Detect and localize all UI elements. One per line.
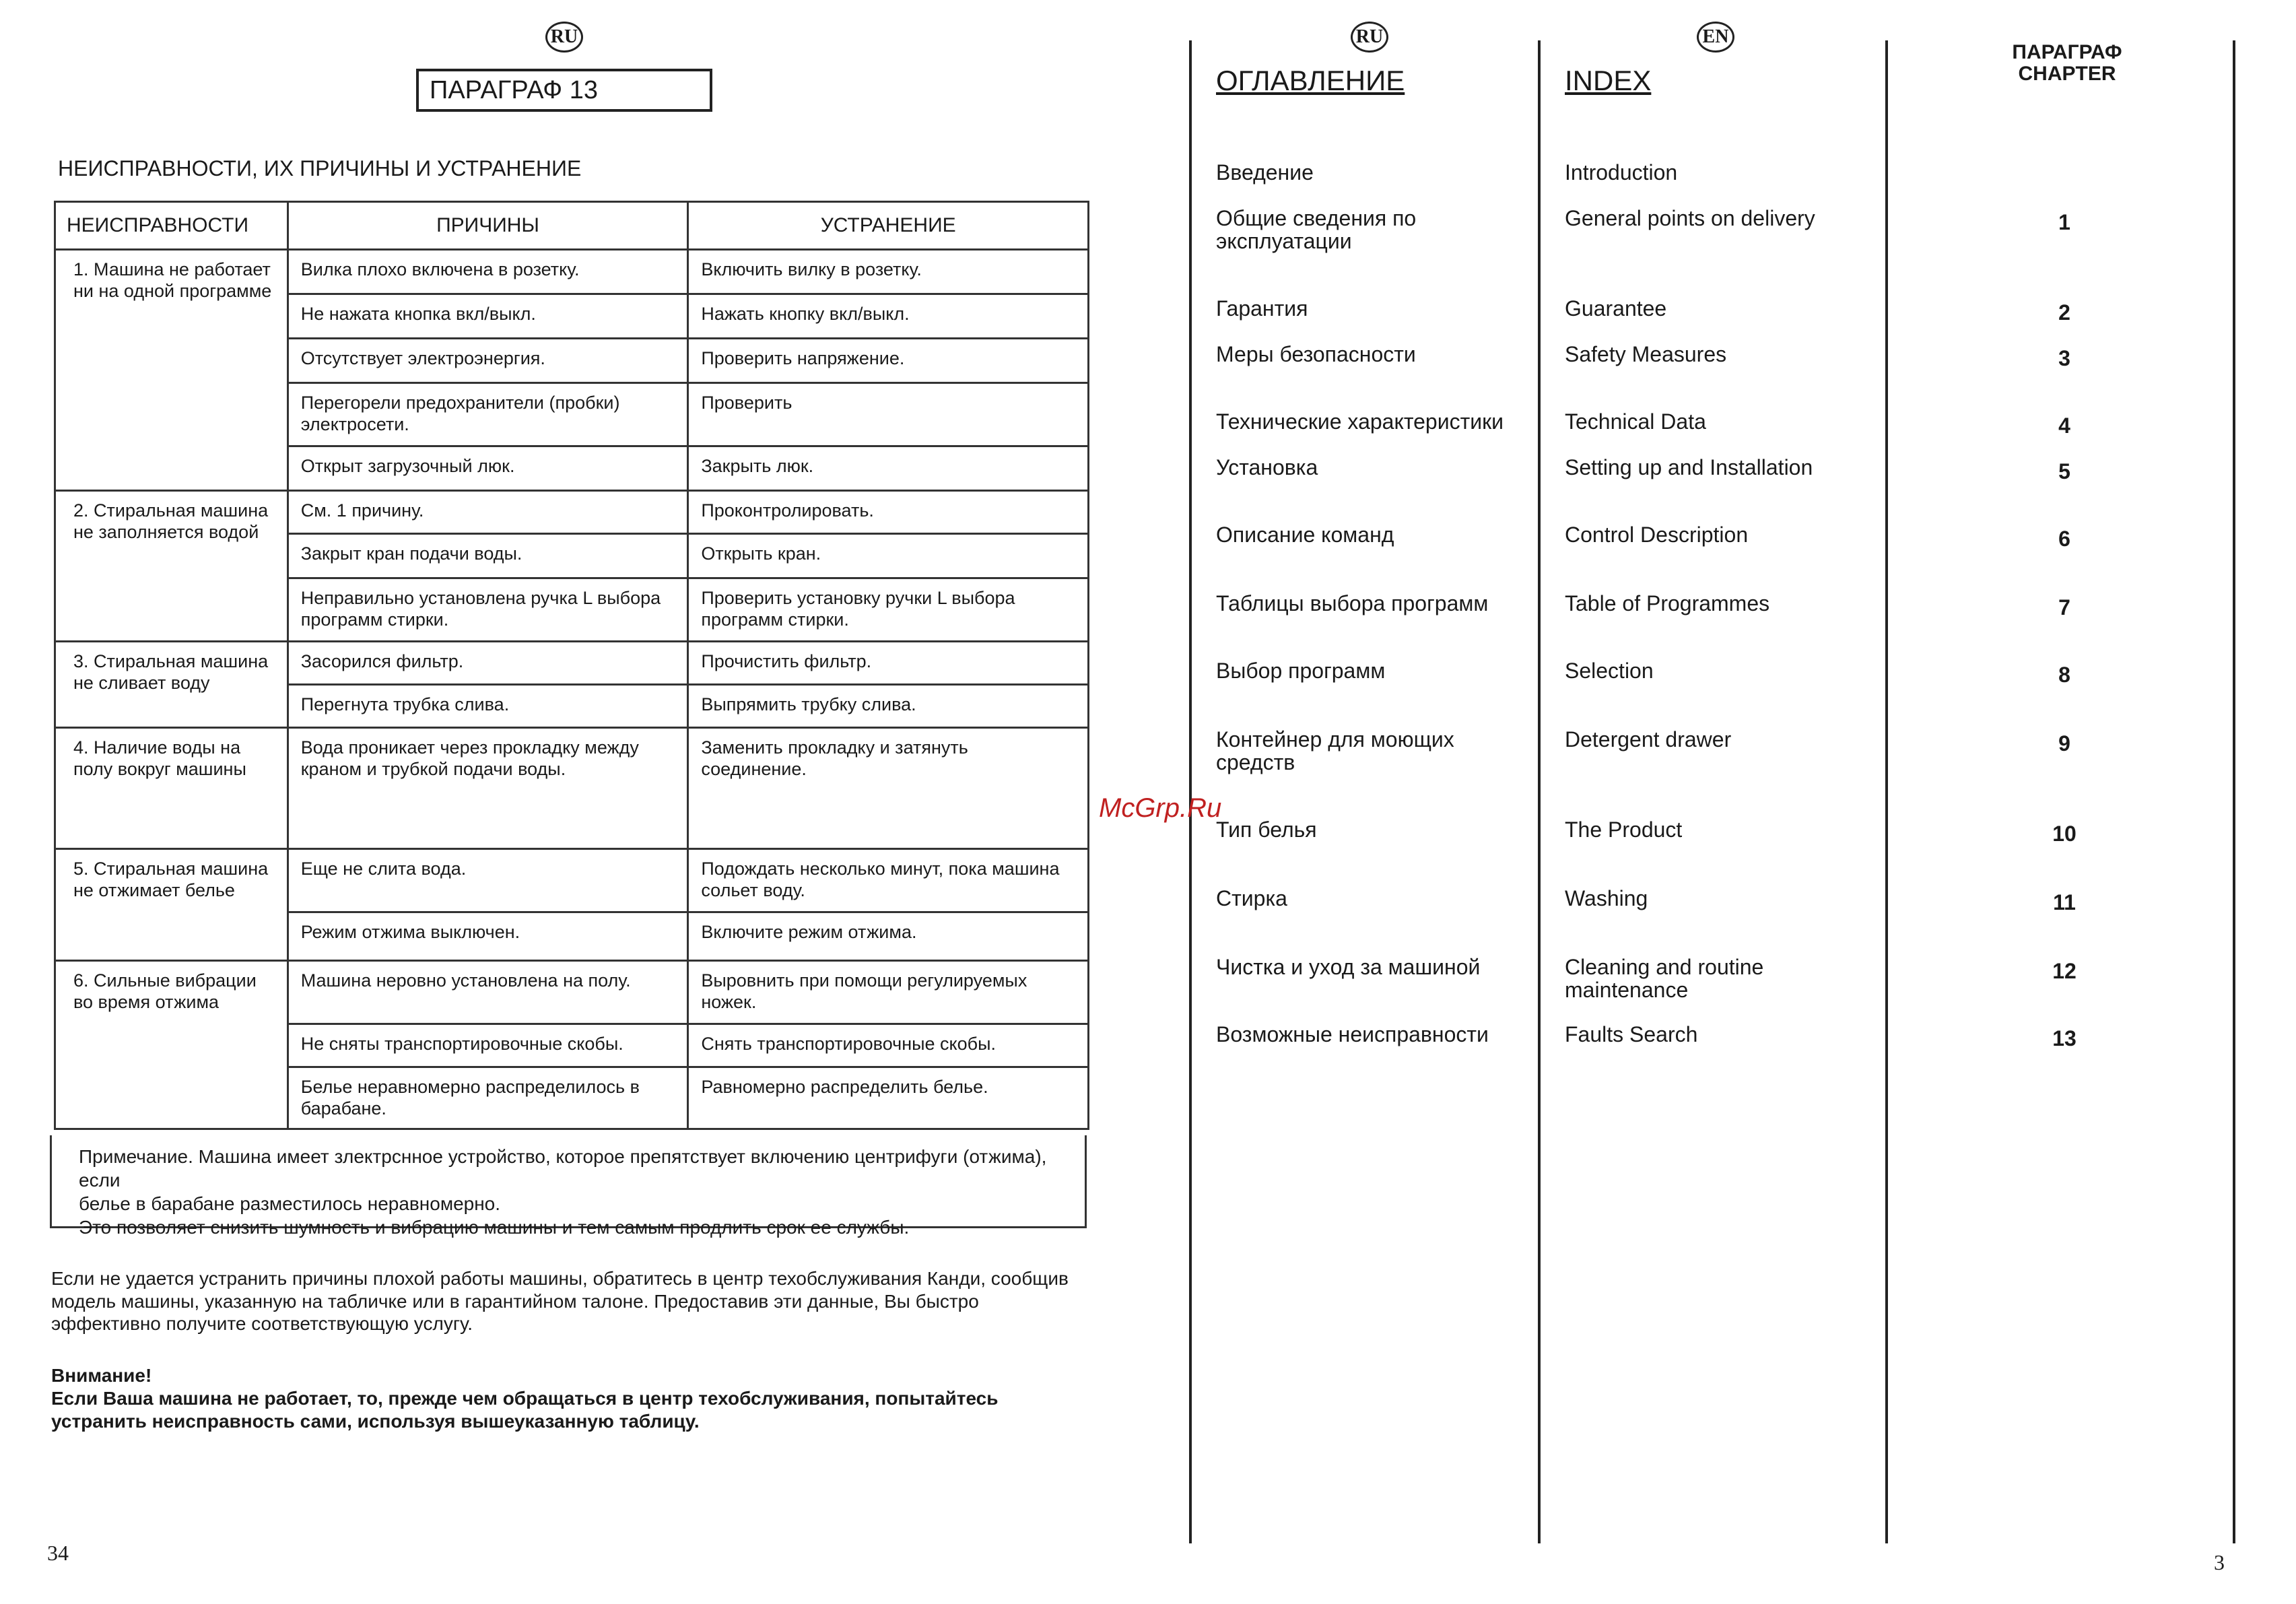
toc-entry-en: General points on delivery <box>1565 206 1815 230</box>
cause-cell: Машина неровно установлена на полу. <box>288 961 688 1024</box>
toc-entry-chapter: 4 <box>2058 413 2070 438</box>
problem-cell: 2. Стиральная машина не заполняется водой <box>55 491 288 642</box>
cause-cell: Засорился фильтр. <box>288 642 688 685</box>
toc-entry-en: Safety Measures <box>1565 342 1727 366</box>
section-title: НЕИСПРАВНОСТИ, ИХ ПРИЧИНЫ И УСТРАНЕНИЕ <box>58 156 582 180</box>
remedy-cell: Проконтролировать. <box>688 491 1089 534</box>
page-number-left: 34 <box>47 1541 69 1565</box>
column-header: ПРИЧИНЫ <box>288 202 688 250</box>
cause-cell: Вилка плохо включена в розетку. <box>288 250 688 294</box>
toc-entry-ru: Стирка <box>1216 886 1287 910</box>
problem-cell: 3. Стиральная машина не сливает воду <box>55 642 288 728</box>
lang-badge-ru: RU <box>1351 22 1388 53</box>
cause-cell: Перегнута трубка слива. <box>288 685 688 728</box>
cause-cell: Еще не слита вода. <box>288 849 688 912</box>
toc-entry-en: Detergent drawer <box>1565 727 1732 751</box>
cause-cell: Закрыт кран подачи воды. <box>288 534 688 578</box>
table-row <box>55 961 1089 1024</box>
note-line: Примечание. Машина имеет злектрснное устройство, которое препятствует включению центрифуги (отжима), если <box>79 1146 1047 1191</box>
toc-entry-chapter: 1 <box>2058 210 2070 234</box>
remedy-cell: Включите режим отжима. <box>688 912 1089 961</box>
remedy-cell: Открыть кран. <box>688 534 1089 578</box>
remedy-cell: Проверить установку ручки L выбора программ стирки. <box>688 578 1089 642</box>
toc-entry-en: The Product <box>1565 817 1683 842</box>
toc-entry-ru: Гарантия <box>1216 296 1308 321</box>
remedy-cell: Равномерно распределить белье. <box>688 1067 1089 1129</box>
table-header-row <box>55 202 1089 250</box>
toc-entry-chapter: 11 <box>2053 890 2076 914</box>
divider-line <box>2233 40 2235 1543</box>
note-line: Это позволяет снизить шумность и вибрацию машины и тем самым продлить срок ее службы. <box>79 1217 910 1238</box>
watermark: McGrp.Ru <box>1099 793 1222 823</box>
table-row <box>55 849 1089 912</box>
table-row <box>55 491 1089 534</box>
service-text: Если не удается устранить причины плохой работы машины, обратитесь в центр техобслуживания Канди, сообщив модель машины, указанную на табличке или в гарантийном талоне. Предоставив эти данные, Вы быстро эффективно получите соответствующую услугу. <box>51 1268 1069 1335</box>
table-row <box>55 728 1089 849</box>
toc-entry-ru: Таблицы выбора программ <box>1216 591 1489 615</box>
toc-entry-en: Selection <box>1565 659 1654 683</box>
remedy-cell: Проверить напряжение. <box>688 339 1089 383</box>
problem-cell: 4. Наличие воды на полу вокруг машины <box>55 728 288 849</box>
toc-entry-en: Control Description <box>1565 523 1749 547</box>
toc-entry-chapter: 5 <box>2058 459 2070 483</box>
toc-entry-chapter: 2 <box>2058 300 2070 325</box>
toc-entry-ru: Введение <box>1216 160 1314 185</box>
toc-entry-ru: Общие сведения по эксплуатации <box>1216 206 1417 253</box>
toc-entry-ru: Технические характеристики <box>1216 409 1504 434</box>
toc-entry-chapter: 3 <box>2058 346 2070 370</box>
table-note <box>50 1135 1087 1238</box>
divider-line <box>1189 40 1192 1543</box>
toc-entry-ru: Меры безопасности <box>1216 342 1416 366</box>
problem-cell: 6. Сильные вибрации во время отжима <box>55 961 288 1129</box>
toc-entry-ru: Выбор программ <box>1216 659 1386 683</box>
remedy-cell: Выровнить при помощи регулируемых ножек. <box>688 961 1089 1024</box>
column-header: УСТРАНЕНИЕ <box>688 202 1089 250</box>
remedy-cell: Выпрямить трубку слива. <box>688 685 1089 728</box>
table-row <box>55 642 1089 685</box>
chapter-heading-ru: ПАРАГРАФ <box>2012 41 2122 63</box>
lang-badge-ru: RU <box>545 22 583 53</box>
cause-cell: Перегорели предохранители (пробки) электросети. <box>288 383 688 446</box>
toc-entry-ru: Установка <box>1216 455 1318 479</box>
warning-text: Если Ваша машина не работает, то, прежде чем обращаться в центр техобслуживания, попытайтесь устранить неисправность сами, используя вышеуказанную таблицу. <box>51 1388 999 1432</box>
toc-entry-chapter: 9 <box>2058 731 2070 756</box>
remedy-cell: Включить вилку в розетку. <box>688 250 1089 294</box>
lang-badge-en: EN <box>1697 22 1734 53</box>
toc-entry-chapter: 6 <box>2058 527 2070 551</box>
cause-cell: Не сняты транспортировочные скобы. <box>288 1024 688 1067</box>
toc-entry-en: Guarantee <box>1565 296 1667 321</box>
toc-entry-en: Cleaning and routine maintenance <box>1565 955 1764 1002</box>
cause-cell: Неправильно установлена ручка L выбора программ стирки. <box>288 578 688 642</box>
toc-entry-en: Table of Programmes <box>1565 591 1770 615</box>
page-number-right: 3 <box>2214 1550 2225 1574</box>
problem-cell: 1. Машина не работает ни на одной программе <box>55 250 288 491</box>
toc-heading-ru: ОГЛАВЛЕНИЕ <box>1216 65 1405 96</box>
toc-entry-chapter: 13 <box>2052 1026 2076 1050</box>
column-header: НЕИСПРАВНОСТИ <box>55 202 288 250</box>
remedy-cell: Снять транспортировочные скобы. <box>688 1024 1089 1067</box>
toc-entry-en: Faults Search <box>1565 1022 1698 1046</box>
chapter-heading-en: CHAPTER <box>2018 62 2116 85</box>
problem-cell: 5. Стиральная машина не отжимает белье <box>55 849 288 961</box>
remedy-cell: Проверить <box>688 383 1089 446</box>
remedy-cell: Заменить прокладку и затянуть соединение. <box>688 728 1089 849</box>
remedy-cell: Закрыть люк. <box>688 446 1089 491</box>
toc-heading-chapter <box>1966 42 2168 84</box>
toc-entry-chapter: 8 <box>2058 663 2070 687</box>
cause-cell: Белье неравномерно распределилось в барабане. <box>288 1067 688 1129</box>
toc-entry-en: Introduction <box>1565 160 1678 185</box>
cause-cell: См. 1 причину. <box>288 491 688 534</box>
toc-entry-ru: Возможные неисправности <box>1216 1022 1489 1046</box>
toc-entry-ru: Контейнер для моющих средств <box>1216 727 1454 774</box>
remedy-cell: Нажать кнопку вкл/выкл. <box>688 294 1089 339</box>
toc-entry-en: Technical Data <box>1565 409 1706 434</box>
divider-line <box>1538 40 1541 1543</box>
toc-entry-ru: Тип белья <box>1216 817 1317 842</box>
remedy-cell: Подождать несколько минут, пока машина сольет воду. <box>688 849 1089 912</box>
cause-cell: Открыт загрузочный люк. <box>288 446 688 491</box>
toc-entry-chapter: 12 <box>2052 959 2076 983</box>
divider-line <box>1885 40 1888 1543</box>
cause-cell: Не нажата кнопка вкл/выкл. <box>288 294 688 339</box>
chapter-label: ПАРАГРАФ 13 <box>416 69 712 112</box>
faults-table <box>54 201 1089 1130</box>
cause-cell: Отсутствует электроэнергия. <box>288 339 688 383</box>
toc-entry-en: Washing <box>1565 886 1648 910</box>
remedy-cell: Прочистить фильтр. <box>688 642 1089 685</box>
cause-cell: Режим отжима выключен. <box>288 912 688 961</box>
warning-title: Внимание! <box>51 1365 152 1386</box>
toc-entry-en: Setting up and Installation <box>1565 455 1813 479</box>
cause-cell: Вода проникает через прокладку между краном и трубкой подачи воды. <box>288 728 688 849</box>
toc-entry-chapter: 10 <box>2052 822 2076 846</box>
table-row <box>55 250 1089 294</box>
note-line: белье в барабане разместилось неравномерно. <box>79 1193 501 1214</box>
toc-entry-ru: Описание команд <box>1216 523 1394 547</box>
toc-heading-en: INDEX <box>1565 65 1652 96</box>
toc-entry-ru: Чистка и уход за машиной <box>1216 955 1481 979</box>
toc-entry-chapter: 7 <box>2058 595 2070 620</box>
